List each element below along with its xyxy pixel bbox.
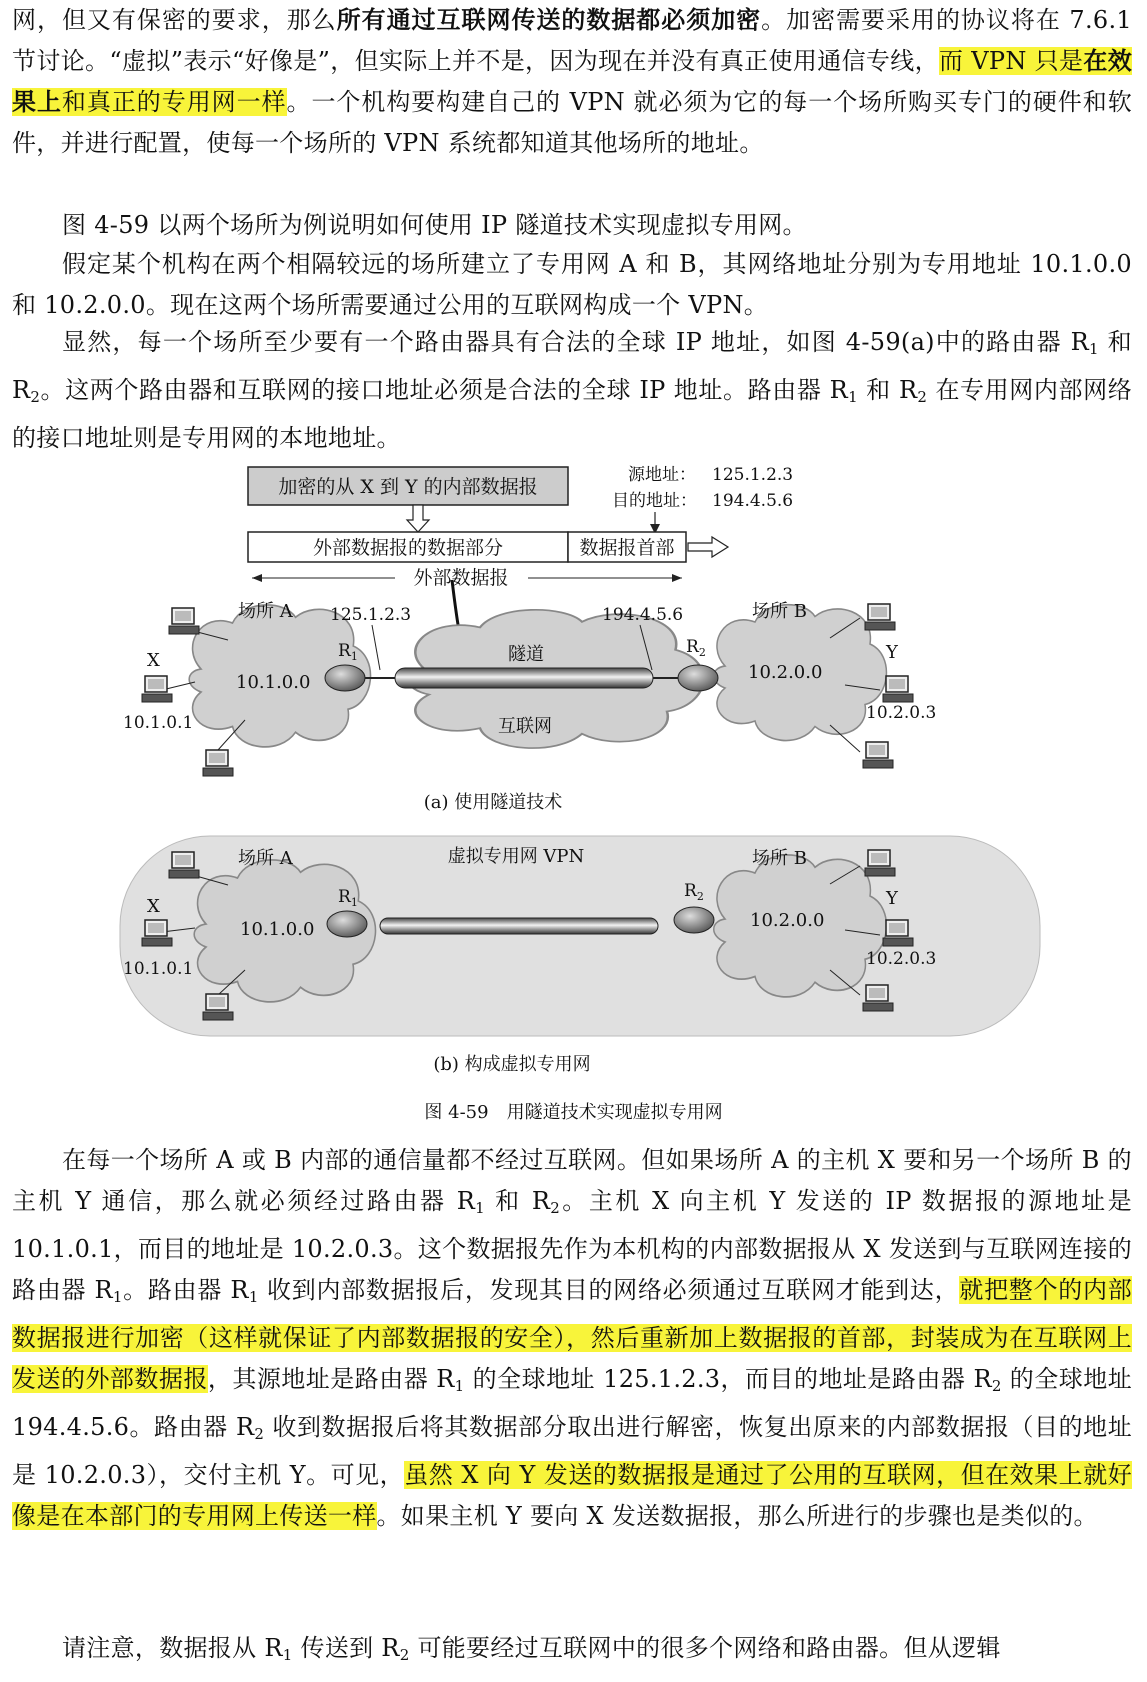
caption-a: (a) 使用隧道技术	[423, 792, 563, 813]
net-b-label: 10.2.0.0	[748, 662, 823, 683]
host-y-label: Y	[886, 888, 898, 909]
router-r2-label: $R_2$	[684, 881, 704, 903]
host-x-addr: 10.1.0.1	[123, 959, 194, 979]
net-a-label: 10.1.0.0	[236, 672, 311, 693]
router-r1-icon	[325, 665, 365, 691]
tunnel-label: 隧道	[508, 644, 544, 665]
src-addr-label: 源地址：	[628, 465, 696, 485]
host-x-addr: 10.1.0.1	[123, 713, 194, 733]
text: 。一个机构要构建自己的 VPN 就必须为它的每一个场所购买专门的硬件和软件，并进行配置，使每一个场所的 VPN 系统都知道其他场所的地址。	[12, 88, 1132, 157]
paragraph-1	[12, 0, 1132, 164]
encrypted-datagram-label: 加密的从 X 到 Y 的内部数据报	[278, 476, 538, 498]
r2-global-addr: 194.4.5.6	[602, 605, 684, 625]
host-x-icon	[142, 676, 172, 702]
router-r2-label: $R_2$	[686, 637, 706, 659]
router-r1-label: $R_1$	[338, 641, 358, 663]
vpn-pipe	[380, 918, 658, 934]
router-r1-icon	[327, 911, 367, 937]
host-x-icon	[142, 920, 172, 946]
vpn-label: 虚拟专用网 VPN	[447, 846, 585, 867]
site-a-label: 场所 A	[238, 601, 293, 622]
host-x-label: X	[147, 650, 160, 671]
paragraph-2: 图 4-59 以两个场所为例说明如何使用 IP 隧道技术实现虚拟专用网。	[62, 211, 807, 239]
down-arrow-icon	[407, 505, 429, 532]
net-b-label: 10.2.0.0	[750, 910, 825, 931]
right-arrow-icon	[688, 537, 728, 557]
paragraph-6: 请注意，数据报从 $R_1$ 传送到 $R_2$ 可能要经过互联网中的很多个网络和路由器。但从逻辑	[62, 1634, 1001, 1664]
text: 。加密需要采用的协议将在 7.6.1 节讨论。“虚拟”表示“好像是”，但实际上并不是，因为现在并没有真正使用通信专线，	[12, 6, 1132, 75]
dst-addr-label: 目的地址：	[612, 491, 697, 511]
bold-text: 所有通过互联网传送的数据都必须加密	[336, 6, 762, 34]
src-addr-value: 125.1.2.3	[712, 465, 794, 485]
highlight-1: 而 VPN 只是在效果上和真正的专用网一样	[12, 47, 1132, 116]
header-part-label: 数据报首部	[579, 537, 675, 559]
host-icon	[863, 985, 893, 1011]
host-y-icon	[883, 676, 913, 702]
host-icon	[863, 742, 893, 768]
host-icon	[203, 994, 233, 1020]
host-icon	[203, 750, 233, 776]
host-icon	[169, 608, 199, 634]
router-r2-icon	[674, 907, 714, 933]
router-r1-label: $R_1$	[338, 887, 358, 909]
paragraph-3: 假定某个机构在两个相隔较远的场所建立了专用网 A 和 B，其网络地址分别为专用地址 10.1.0.0 和 10.2.0.0。现在这两个场所需要通过公用的互联网构成一个 VPN。	[12, 250, 1132, 319]
text: 网，但又有保密的要求，那么	[12, 6, 337, 34]
site-b-label: 场所 B	[752, 848, 807, 869]
host-icon	[865, 850, 895, 876]
net-a-label: 10.1.0.0	[240, 919, 315, 940]
r1-global-addr: 125.1.2.3	[330, 605, 412, 625]
data-part-label: 外部数据报的数据部分	[312, 537, 504, 559]
site-a-label: 场所 A	[238, 848, 293, 869]
paragraph-5: 在每一个场所 A 或 B 内部的通信量都不经过互联网。但如果场所 A 的主机 X 要和另一个场所 B 的主机 Y 通信，那么就必须经过路由器 $R_1$ 和 $R_2$。主机 X 向主机 Y 发送的 IP 数据报的源地址是 10.1.0.1，而目的地址是 10.2.0.3。这个数据报先作为本机构的内部数据报从 X 发送到与互联网连接的路由器 $R_1$。路由器 $R_1$ 收到内部数据报后，发现其目的网络必须通过互联网才能到达，就把整个的内部数据报进行加密（这样就保证了内部数据报的安全），然后重新加上数据报的首部，封装成为在互联网上发送的外部数据报，其源地址是路由器 $R_1$ 的全球地址 125.1.2.3，而目的地址是路由器 $R_2$ 的全球地址 194.4.5.6。路由器 $R_2$ 收到数据报后将其数据部分取出进行解密，恢复出原来的内部数据报（目的地址是 10.2.0.3），交付主机 Y。可见，虽然 X 向 Y 发送的数据报是通过了公用的互联网，但在效果上就好像是在本部门的专用网上传送一样。如果主机 Y 要向 X 发送数据报，那么所进行的步骤也是类似的。	[12, 1146, 1133, 1530]
router-r2-icon	[678, 665, 718, 691]
dst-addr-value: 194.4.5.6	[712, 491, 794, 511]
internet-label: 互联网	[498, 716, 552, 737]
figure-caption: 图 4-59 用隧道技术实现虚拟专用网	[424, 1102, 723, 1123]
host-y-addr: 10.2.0.3	[866, 949, 937, 969]
highlight-3: 虽然 X 向 Y 发送的数据报是通过了公用的互联网，但在效果上就好像是在本部门的专用网上传送一样	[12, 1461, 1133, 1530]
caption-b: (b) 构成虚拟专用网	[433, 1054, 591, 1075]
host-x-label: X	[147, 896, 160, 917]
site-b-label: 场所 B	[752, 601, 807, 622]
highlight-2: 就把整个的内部数据报进行加密（这样就保证了内部数据报的安全），然后重新加上数据报的首部，封装成为在互联网上发送的外部数据报	[12, 1276, 1132, 1393]
host-icon	[865, 604, 895, 630]
outer-datagram-label: 外部数据报	[413, 567, 509, 589]
host-y-label: Y	[886, 642, 898, 663]
paragraph-4: 显然，每一个场所至少要有一个路由器具有合法的全球 IP 地址，如图 4-59(a)中的路由器 $R_1$ 和 $R_2$。这两个路由器和互联网的接口地址必须是合法的全球 IP 地址。路由器 $R_1$ 和 $R_2$ 在专用网内部网络的接口地址则是专用网的本地地址。	[12, 328, 1132, 452]
host-icon	[169, 852, 199, 878]
host-y-addr: 10.2.0.3	[866, 703, 937, 723]
host-y-icon	[883, 920, 913, 946]
tunnel-pipe	[395, 668, 653, 688]
